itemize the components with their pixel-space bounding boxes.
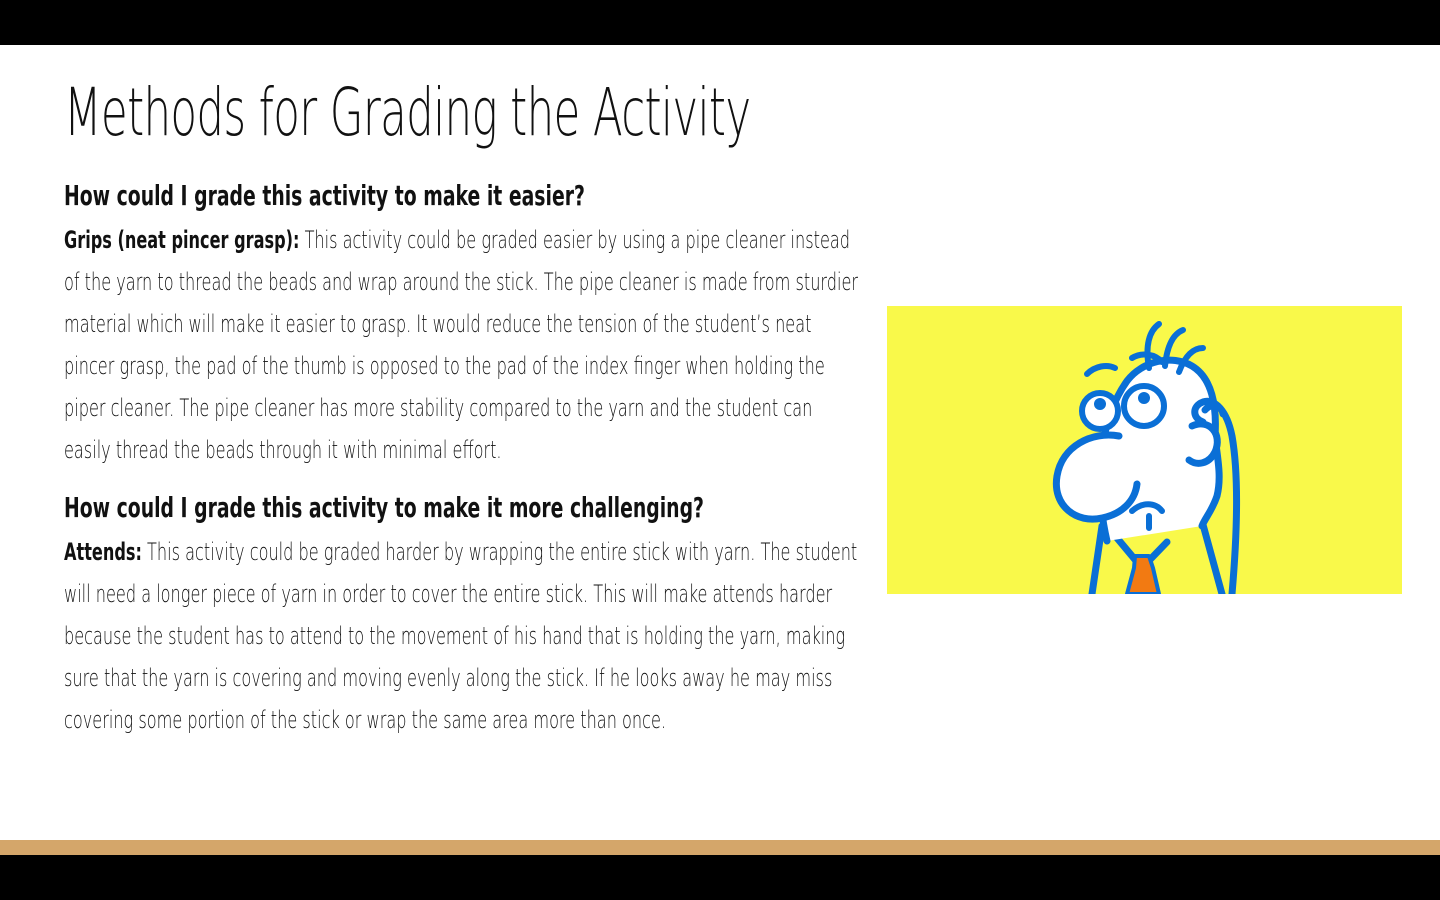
section-paragraph-challenging bbox=[64, 531, 864, 741]
left-pupil bbox=[1094, 398, 1106, 410]
right-pupil bbox=[1138, 392, 1150, 404]
slide-title: Methods for Grading the Activity bbox=[64, 74, 751, 151]
accent-bar bbox=[0, 840, 1440, 855]
section-lead-grips: Grips (neat pincer grasp): bbox=[64, 226, 300, 254]
confused-man-scratching-head-icon bbox=[887, 306, 1402, 594]
section-heading-challenging: How could I grade this activity to make it more challenging? bbox=[64, 491, 704, 524]
section-heading-easier: How could I grade this activity to make it easier? bbox=[64, 179, 585, 212]
section-body-easier: This activity could be graded easier by using a pipe cleaner instead of the yarn to thread the beads and wrap around the stick. The pipe cleaner is made from sturdier material which will make it easier to grasp. It would reduce the tension of the student’s neat pincer grasp, the pad of the thumb is opposed to the pad of the index finger when holding the piper cleaner. The pipe cleaner has more stability compared to the yarn and the student can easily thread the beads through it with minimal effort. bbox=[64, 226, 859, 464]
confused-man-illustration bbox=[887, 306, 1402, 594]
section-paragraph-easier bbox=[64, 219, 864, 471]
slide-content bbox=[64, 173, 864, 741]
section-lead-attends: Attends: bbox=[64, 538, 142, 566]
section-body-challenging: This activity could be graded harder by wrapping the entire stick with yarn. The student will need a longer piece of yarn in order to cover the entire stick. This will make attends harder because the student has to attend to the movement of his hand that is holding the yarn, making sure that the yarn is covering and moving evenly along the stick. If he looks away he may miss covering some portion of the stick or wrap the same area more than once. bbox=[64, 538, 858, 734]
ear bbox=[1189, 424, 1217, 463]
slide bbox=[0, 45, 1440, 840]
